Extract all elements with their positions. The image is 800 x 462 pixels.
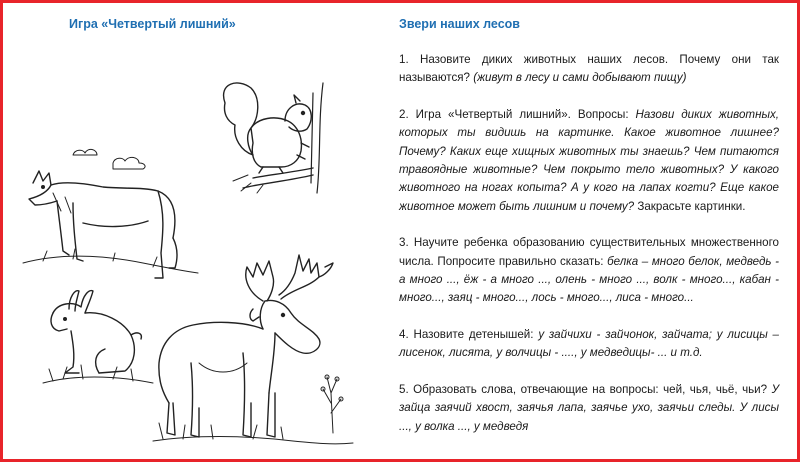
paragraph-5 — [399, 381, 779, 436]
wolf-icon — [23, 171, 198, 278]
moose-icon — [153, 255, 353, 444]
paragraph-3-text: 3. Научите ребенка образованию существительных множественного числа. Попросите правильно сказать: — [399, 236, 779, 268]
paragraph-2-questions: Назови диких животных, которых ты видишь на картинке. Какое животное лишнее? Почему? Каких еще хищных животных ты знаешь? Чем питаются травоядные животные? Чем покрыто тело животных? У какого животного на ногах копыта? А у кого на лапах когти? Еще какое животное может быть лишним и почему? — [399, 107, 780, 213]
paragraph-2-text: 2. Игра «Четвертый лишний». Вопросы: — [399, 107, 636, 121]
paragraph-5-text: 5. Образовать слова, отвечающие на вопросы: чей, чья, чьё, чьи? — [399, 382, 772, 396]
paragraph-5-examples: У зайца заячий хвост, заячья лапа, заячье ухо, заячьи следы. У лисы ..., у волка ..., у медведя — [399, 382, 779, 433]
squirrel-icon — [224, 83, 323, 193]
right-title: Звери наших лесов — [399, 17, 520, 31]
cloud-icon — [73, 149, 145, 169]
paragraph-4 — [399, 326, 779, 363]
animals-illustration — [13, 63, 383, 453]
left-title: Игра «Четвертый лишний» — [69, 17, 236, 31]
text-column — [399, 51, 779, 454]
paragraph-1-answer: (живут в лесу и сами добывают пищу) — [473, 71, 687, 85]
paragraph-4-examples: у зайчихи - зайчонок, зайчата; у лисицы – лисенок, лисята, у волчицы - ...., у медведицы- ... и т.д. — [399, 327, 779, 360]
paragraph-1 — [399, 51, 779, 88]
paragraph-2 — [399, 106, 779, 216]
paragraph-2-tail: Закрасьте картинки. — [634, 199, 746, 213]
paragraph-4-text: 4. Назовите детенышей: — [399, 327, 539, 341]
paragraph-3 — [399, 234, 779, 308]
paragraph-3-examples: белка – много белок, медведь - а много ..., ёж - а много ..., олень - много ..., волк - много..., кабан - много..., заяц - много..., лось - много..., лиса - много... — [399, 254, 779, 305]
hare-icon — [43, 291, 153, 383]
paragraph-1-text: 1. Назовите диких животных наших лесов. Почему они так называются? — [399, 53, 779, 85]
